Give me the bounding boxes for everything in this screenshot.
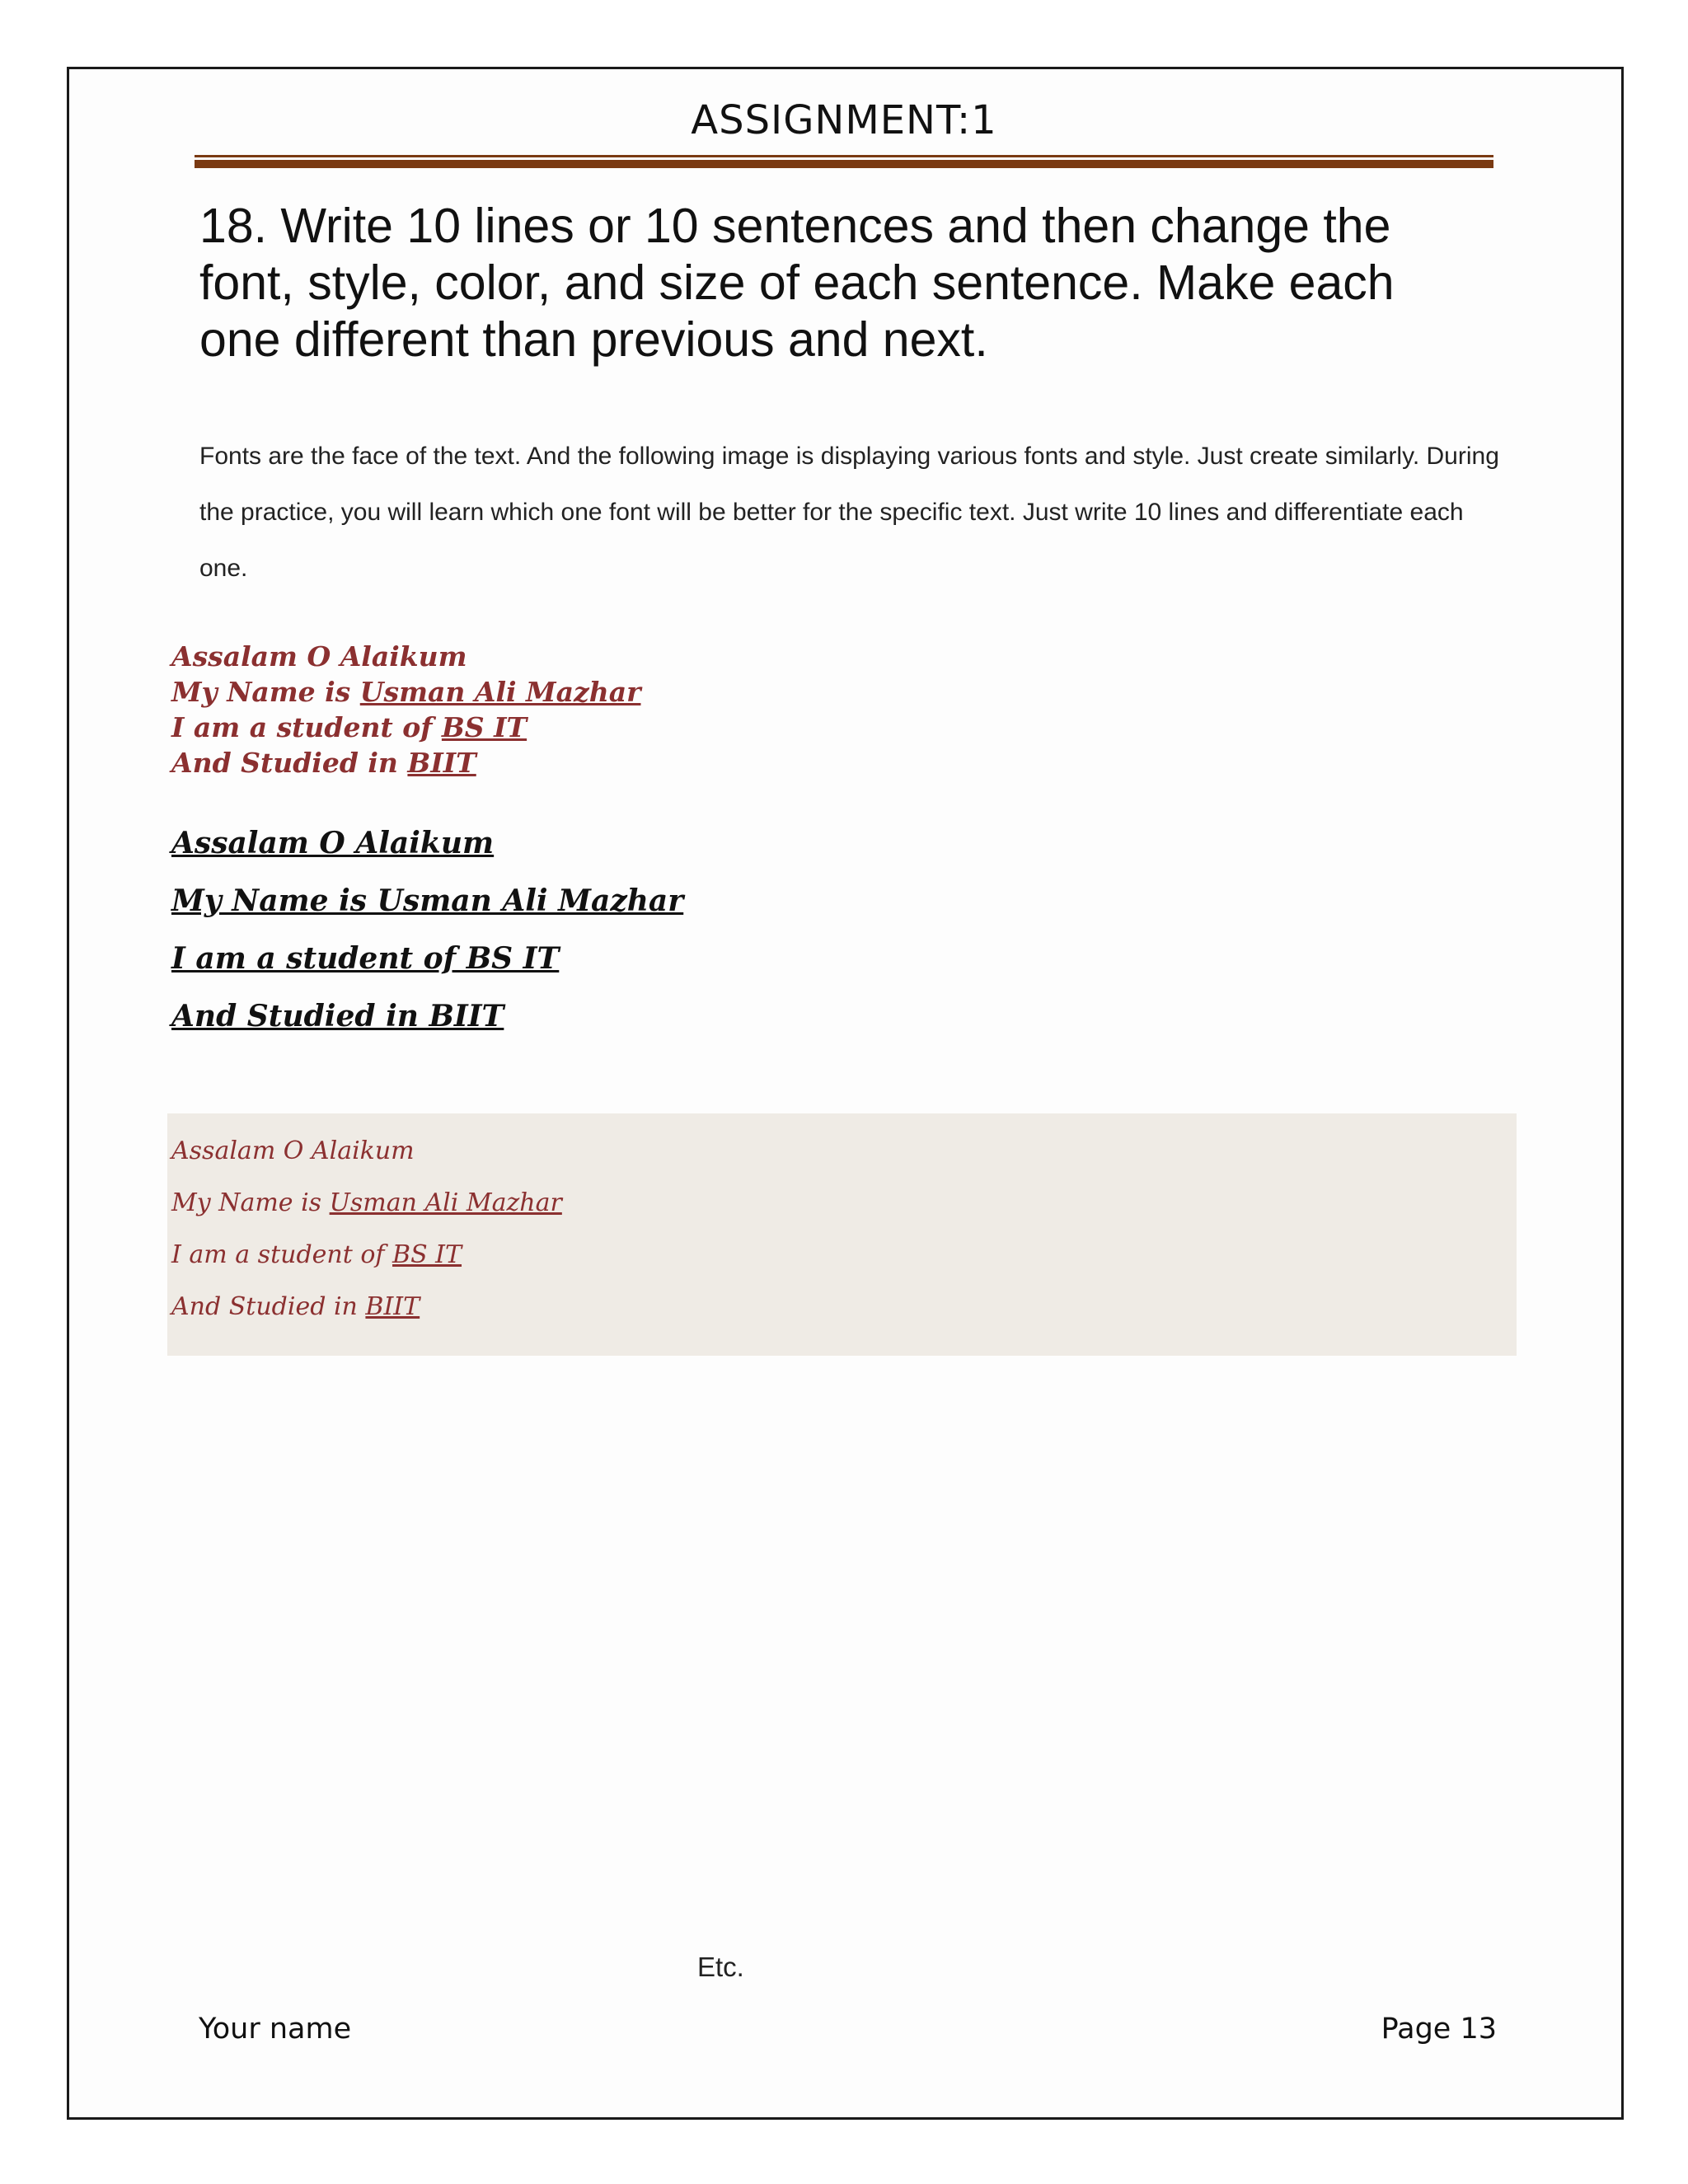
sample-c-institute: BIIT	[365, 1292, 420, 1321]
sample-a-line-2	[171, 674, 640, 710]
sample-b-line-2: My Name is Usman Ali Mazhar	[171, 883, 684, 918]
sample-b-line-4: And Studied in BIIT	[171, 999, 504, 1033]
sample-a-line-3-prefix: I am a student of	[171, 711, 442, 743]
sample-a-line-4-prefix: And Studied in	[171, 747, 408, 779]
page-border	[67, 67, 1624, 2120]
sample-c-name: Usman Ali Mazhar	[329, 1188, 562, 1217]
sample-c-program: BS IT	[392, 1240, 462, 1269]
sample-c-line-3	[171, 1229, 562, 1281]
sample-a-program: BS IT	[441, 711, 528, 743]
sample-a-line-2-prefix: My Name is	[171, 676, 360, 708]
question-heading: 18. Write 10 lines or 10 sentences and then change the font, style, color, and size of each sentence. Make each one different than previous and next.	[199, 199, 1395, 367]
sample-c-line-2	[171, 1177, 562, 1229]
sample-a-institute: BIIT	[407, 747, 476, 779]
sample-b-line-1: Assalam O Alaikum	[171, 826, 495, 860]
footer-page-number: Page 13	[1381, 2013, 1497, 2046]
intro-paragraph: Fonts are the face of the text. And the following image is displaying various fonts and style. Just create similarly. During the practice, you will learn which one font will be better for the specific text. Just write 10 lines and differentiate each one.	[199, 443, 1499, 582]
sample-c-line-2-prefix: My Name is	[171, 1188, 330, 1217]
footer-name: Your name	[199, 2013, 352, 2046]
sample-a-line-4	[171, 745, 640, 780]
header-title: ASSIGNMENT:1	[691, 97, 997, 143]
sample-group-black-underlined	[171, 814, 683, 1045]
sample-a-name: Usman Ali Mazhar	[359, 676, 641, 708]
sample-c-line-3-prefix: I am a student of	[171, 1240, 393, 1269]
header-rule-thick	[195, 160, 1493, 168]
sample-group-script	[171, 1125, 562, 1333]
sample-group-maroon-bold	[171, 639, 640, 780]
sample-c-line-4-prefix: And Studied in	[171, 1292, 366, 1321]
sample-b-line-3: I am a student of BS IT	[171, 941, 560, 976]
etc-text: Etc.	[697, 1952, 744, 1982]
sample-a-line-3	[171, 710, 640, 745]
sample-c-line-1: Assalam O Alaikum	[171, 1137, 415, 1165]
header-rule-thin	[195, 155, 1493, 157]
sample-a-line-1: Assalam O Alaikum	[171, 640, 467, 673]
sample-c-line-4	[171, 1281, 562, 1333]
